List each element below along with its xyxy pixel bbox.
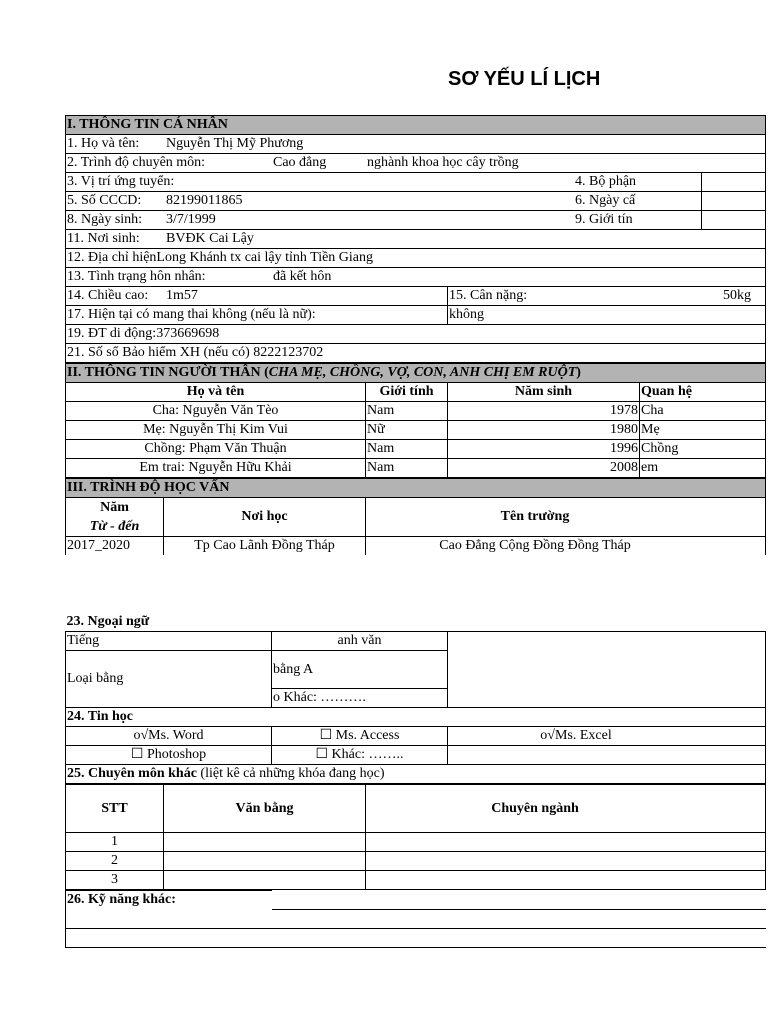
relative-year: 2008: [448, 459, 640, 478]
section-25-heading-title: 25. Chuyên môn khác: [67, 766, 197, 781]
col-major: Chuyên ngành: [366, 785, 766, 833]
height-row: [66, 287, 448, 306]
software-blank-cell: [448, 746, 766, 765]
relative-gender: Nữ: [366, 421, 448, 440]
document-title: SƠ YẾU LÍ LỊCH: [448, 68, 601, 90]
word-option[interactable]: o√Ms. Word: [66, 727, 272, 746]
edu-value: Cao đẳng: [273, 155, 327, 170]
col-edu-place: Nơi học: [164, 498, 366, 537]
course-major: [366, 852, 766, 871]
edu-major: nghành khoa học cây trồng: [367, 155, 519, 170]
relatives-table: [65, 363, 766, 478]
section-2-heading-italic: CHA MẸ, CHỒNG, VỢ, CON, ANH CHỊ EM RUỘT: [268, 365, 577, 380]
lang-value: anh văn: [272, 632, 448, 651]
gender-label: 9. Giới tín: [574, 211, 638, 230]
relative-relation: Cha: [640, 402, 766, 421]
cert-label: Loại bằng: [66, 651, 272, 708]
relative-gender: Nam: [366, 402, 448, 421]
skills-line-1[interactable]: [272, 891, 766, 910]
edu-label: 2. Trình độ chuyên môn:: [67, 155, 206, 170]
relative-year: 1980: [448, 421, 640, 440]
marital-row: [66, 268, 766, 287]
section-2-heading-prefix: II. THÔNG TIN NGƯỜI THÂN (: [67, 365, 269, 380]
relative-gender: Nam: [366, 459, 448, 478]
table-row: [66, 871, 766, 890]
section-24-heading: 24. Tin học: [66, 708, 766, 727]
photoshop-option[interactable]: ☐ Photoshop: [66, 746, 272, 765]
table-row: [66, 440, 766, 459]
relative-name: Em trai: Nguyễn Hữu Khải: [66, 459, 366, 478]
course-stt: 2: [66, 852, 164, 871]
col-stt: STT: [66, 785, 164, 833]
relative-gender: Nam: [366, 440, 448, 459]
col-edu-year-sub: Từ - đến: [89, 519, 140, 534]
edu-school: Cao Đẳng Cộng Đồng Đồng Tháp: [366, 537, 766, 556]
access-option[interactable]: ☐ Ms. Access: [272, 727, 448, 746]
name-label: 1. Họ và tên:: [67, 136, 140, 151]
relative-year: 1996: [448, 440, 640, 459]
dob-label: 8. Ngày sinh:: [67, 212, 143, 227]
language-table: [65, 613, 766, 784]
other-software-option[interactable]: ☐ Khác: ……..: [272, 746, 448, 765]
section-26-heading: 26. Kỹ năng khác:: [66, 891, 272, 910]
insurance-value: 8222123702: [253, 345, 324, 360]
col-relative-name: Họ và tên: [66, 383, 366, 402]
course-major: [366, 833, 766, 852]
lang-label: Tiếng: [66, 632, 272, 651]
col-cert: Văn bằng: [164, 785, 366, 833]
relative-relation: Mẹ: [640, 421, 766, 440]
relative-relation: Chồng: [640, 440, 766, 459]
table-row: [66, 421, 766, 440]
relative-relation: em: [640, 459, 766, 478]
cert-value: bằng A: [272, 651, 448, 689]
marital-label: 13. Tình trạng hôn nhân:: [67, 269, 206, 284]
birthplace-value: BVĐK Cai Lậy: [166, 231, 254, 246]
address-row: [66, 249, 766, 268]
section-25-heading: [66, 765, 766, 784]
col-edu-year-label: Năm: [100, 500, 129, 515]
edu-place: Tp Cao Lãnh Đồng Tháp: [164, 537, 366, 556]
other-skills-table: [65, 890, 766, 948]
weight-label: 15. Cân nặng:: [449, 288, 528, 303]
section-25-heading-note: (liệt kê cả những khóa đang học): [196, 766, 385, 781]
birthplace-label: 11. Nơi sinh:: [67, 231, 140, 246]
col-relative-year: Năm sinh: [448, 383, 640, 402]
skills-line-3[interactable]: [66, 928, 766, 947]
personal-info-table: [65, 115, 766, 363]
relative-name: Mẹ: Nguyễn Thị Kim Vui: [66, 421, 366, 440]
relative-year: 1978: [448, 402, 640, 421]
education-row: [66, 154, 766, 173]
table-row: [66, 852, 766, 871]
course-cert: [164, 871, 366, 890]
lang-blank-cell: [448, 632, 766, 708]
course-stt: 3: [66, 871, 164, 890]
table-row: [66, 833, 766, 852]
other-courses-table: [65, 784, 766, 890]
name-value: Nguyễn Thị Mỹ Phương: [166, 136, 304, 151]
table-row: [66, 459, 766, 478]
birthplace-row: [66, 230, 766, 249]
pregnant-label: 17. Hiện tại có mang thai không (nếu là nữ):: [66, 306, 448, 325]
excel-option[interactable]: o√Ms. Excel: [448, 727, 766, 746]
course-cert: [164, 852, 366, 871]
education-table: [65, 478, 766, 555]
weight-value: 50kg: [723, 288, 751, 303]
address-value: Long Khánh tx cai lậy tỉnh Tiền Giang: [156, 250, 374, 265]
marital-value: đã kết hôn: [273, 269, 332, 284]
position-label: 3. Vị trí ứng tuyển:: [66, 173, 702, 192]
id-date-label: 6. Ngày cấ: [574, 192, 638, 211]
phone-row: [66, 325, 766, 344]
personal-info-sheet: [65, 115, 751, 555]
pregnant-value: không: [448, 306, 766, 325]
height-value: 1m57: [166, 288, 198, 303]
phone-label: 19. ĐT di động:: [67, 326, 157, 341]
table-row: [66, 537, 766, 556]
weight-row: [448, 287, 766, 306]
dob-value: 3/7/1999: [166, 212, 216, 227]
skills-sheet: [65, 613, 703, 948]
edu-year: 2017_2020: [66, 537, 164, 556]
id-value: 82199011865: [166, 193, 243, 208]
section-1-heading: I. THÔNG TIN CÁ NHÂN: [66, 116, 766, 135]
section-23-heading: 23. Ngoại ngữ: [66, 613, 766, 632]
col-edu-year: [66, 498, 164, 537]
skills-line-2[interactable]: [66, 909, 766, 928]
table-row: [66, 402, 766, 421]
section-2-heading: [66, 364, 766, 383]
course-cert: [164, 833, 366, 852]
section-3-heading: III. TRÌNH ĐỘ HỌC VẤN: [66, 479, 766, 498]
id-label: 5. Số CCCD:: [67, 193, 142, 208]
course-major: [366, 871, 766, 890]
cert-other: o Khác: ……….: [272, 689, 448, 708]
height-label: 14. Chiều cao:: [67, 288, 149, 303]
insurance-label: 21. Số sổ Bảo hiểm XH (nếu có): [67, 345, 250, 360]
col-relative-gender: Giới tính: [366, 383, 448, 402]
relative-name: Cha: Nguyễn Văn Tèo: [66, 402, 366, 421]
col-edu-school: Tên trường: [366, 498, 766, 537]
insurance-row: [66, 344, 766, 363]
section-2-heading-suffix: ): [576, 365, 581, 380]
relative-name: Chồng: Phạm Văn Thuận: [66, 440, 366, 459]
address-label: 12. Địa chỉ hiện: [67, 250, 157, 265]
col-relative-relation: Quan hệ: [640, 383, 766, 402]
course-stt: 1: [66, 833, 164, 852]
phone-value: 373669698: [156, 326, 220, 341]
name-row: [66, 135, 766, 154]
dept-label: 4. Bộ phận: [574, 173, 638, 192]
